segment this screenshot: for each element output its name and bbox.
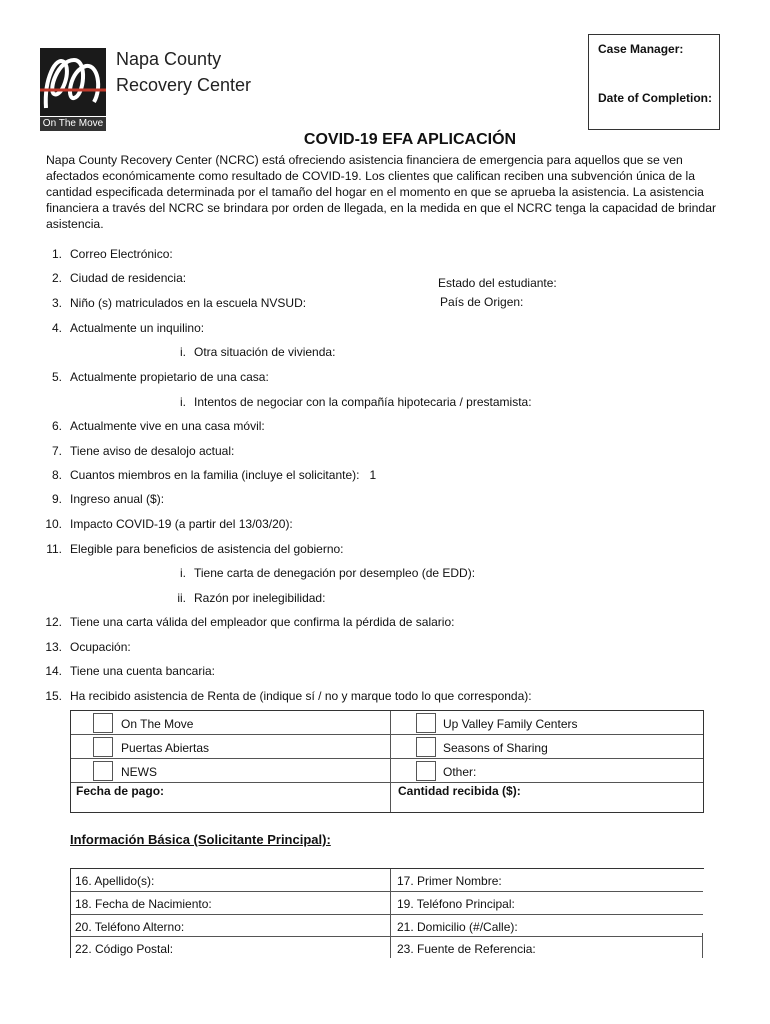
checkbox-seasons-of-sharing[interactable] bbox=[416, 737, 436, 757]
question-5-i: i. Intentos de negociar con la compañía hipotecaria / prestamista: bbox=[180, 395, 532, 409]
ncrc-logo bbox=[40, 48, 106, 116]
basic-info-table bbox=[70, 868, 704, 958]
intro-paragraph: Napa County Recovery Center (NCRC) está ofreciendo asistencia financiera de emergencia para aquellos que se ven afectados económicamente como resultado de COVID-19. Los clientes que califican reciben una subvención única de la cantidad especificada determinada por el tamaño del hogar en el momento en que se aprueba la asistencia. La asistencia financiera a través del NCRC se brindara por orden de llegada, en la medida en que el NCRC tenga la capacidad de brindar asistencia. bbox=[46, 153, 717, 231]
question-3: 3. Niño (s) matriculados en la escuela NVSUD: bbox=[51, 296, 307, 310]
field-referral-source[interactable]: 23. Fuente de Referencia: bbox=[397, 942, 536, 956]
question-2: 2. Ciudad de residencia: bbox=[51, 271, 187, 285]
case-manager-box bbox=[588, 34, 720, 130]
question-13: 13. Ocupación: bbox=[45, 640, 131, 654]
field-zip-code[interactable]: 22. Código Postal: bbox=[75, 942, 174, 956]
option-up-valley: Up Valley Family Centers bbox=[443, 717, 578, 731]
question-1: 1. Correo Electrónico: bbox=[51, 247, 173, 261]
field-alt-phone[interactable]: 20. Teléfono Alterno: bbox=[75, 920, 185, 934]
form-title: COVID-19 EFA APLICACIÓN bbox=[303, 131, 517, 148]
question-6: 6. Actualmente vive en una casa móvil: bbox=[51, 419, 265, 433]
amount-received-label: Cantidad recibida ($): bbox=[398, 784, 521, 798]
payment-date-label: Fecha de pago: bbox=[76, 784, 165, 798]
field-birth-date[interactable]: 18. Fecha de Nacimiento: bbox=[75, 897, 212, 911]
option-seasons-of-sharing: Seasons of Sharing bbox=[443, 741, 548, 755]
checkbox-on-the-move[interactable] bbox=[93, 713, 113, 733]
question-7: 7. Tiene aviso de desalojo actual: bbox=[51, 444, 235, 458]
org-name-line1: Napa County bbox=[116, 49, 222, 69]
logo-swirl-icon bbox=[40, 48, 106, 116]
checkbox-puertas-abiertas[interactable] bbox=[93, 737, 113, 757]
assistance-table bbox=[70, 710, 704, 813]
option-news: NEWS bbox=[121, 765, 157, 779]
question-11: 11. Elegible para beneficios de asistencia del gobierno: bbox=[46, 542, 344, 556]
question-4-i: i. Otra situación de vivienda: bbox=[180, 345, 336, 359]
field-address[interactable]: 21. Domicilio (#/Calle): bbox=[397, 920, 518, 934]
question-14: 14. Tiene una cuenta bancaria: bbox=[45, 664, 215, 678]
question-4: 4. Actualmente un inquilino: bbox=[51, 321, 205, 335]
country-origin-label: País de Origen: bbox=[440, 295, 524, 309]
question-10: 10. Impacto COVID-19 (a partir del 13/03/20): bbox=[45, 517, 293, 531]
question-9: 9. Ingreso anual ($): bbox=[51, 492, 165, 506]
question-12: 12. Tiene una carta válida del empleador que confirma la pérdida de salario: bbox=[45, 615, 455, 629]
question-11-i: i. Tiene carta de denegación por desempleo (de EDD): bbox=[180, 566, 476, 580]
logo-tagline: On The Move bbox=[40, 117, 106, 131]
option-puertas-abiertas: Puertas Abiertas bbox=[121, 741, 210, 755]
option-other: Other: bbox=[443, 765, 477, 779]
checkbox-other[interactable] bbox=[416, 761, 436, 781]
question-8: 8. Cuantos miembros en la familia (incluye el solicitante): 1 bbox=[51, 468, 377, 482]
case-manager-label: Case Manager: bbox=[598, 42, 684, 56]
field-first-name[interactable]: 17. Primer Nombre: bbox=[397, 874, 502, 888]
question-11-ii: ii. Razón por inelegibilidad: bbox=[177, 591, 326, 605]
basic-info-title: Información Básica (Solicitante Principal): bbox=[70, 832, 331, 847]
question-5: 5. Actualmente propietario de una casa: bbox=[51, 370, 269, 384]
option-on-the-move: On The Move bbox=[121, 717, 194, 731]
family-members-value: 1 bbox=[369, 468, 377, 482]
question-15: 15. Ha recibido asistencia de Renta de (indique sí / no y marque todo lo que corresponda): bbox=[45, 689, 532, 703]
field-last-name[interactable]: 16. Apellido(s): bbox=[75, 874, 155, 888]
checkbox-news[interactable] bbox=[93, 761, 113, 781]
field-main-phone[interactable]: 19. Teléfono Principal: bbox=[397, 897, 515, 911]
student-status-label: Estado del estudiante: bbox=[438, 276, 557, 290]
checkbox-up-valley[interactable] bbox=[416, 713, 436, 733]
date-completion-label: Date of Completion: bbox=[598, 91, 712, 105]
org-name-line2: Recovery Center bbox=[116, 75, 252, 95]
